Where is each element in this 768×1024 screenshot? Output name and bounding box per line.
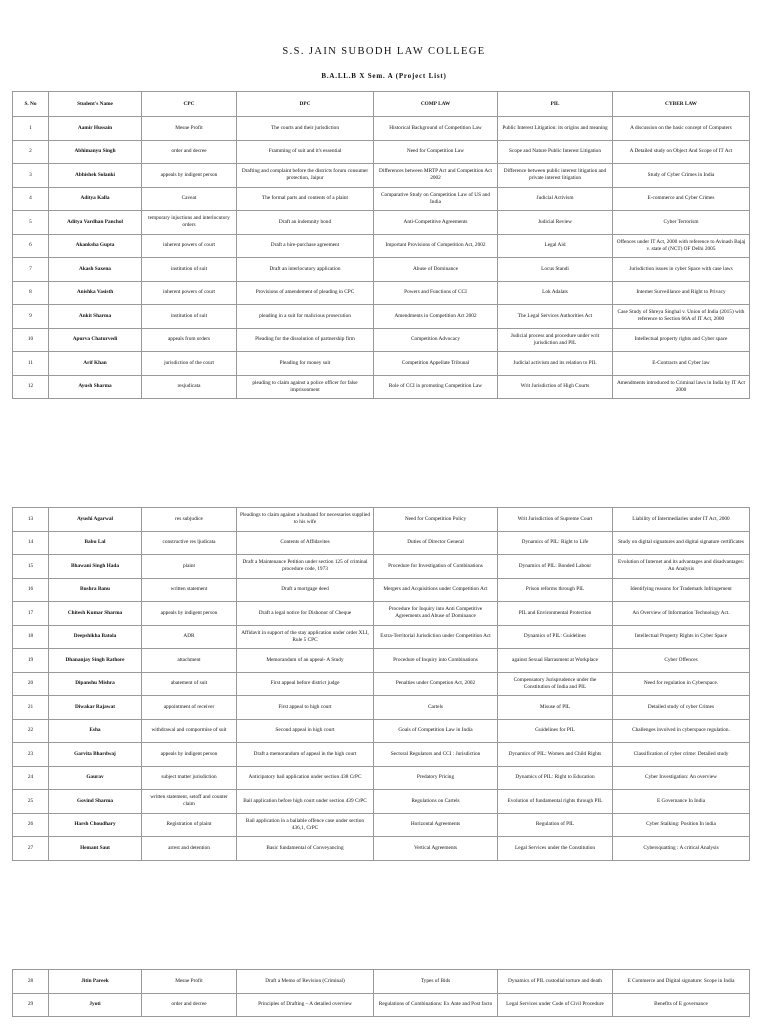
cell-cyber-law: Liability of Intermediaries under IT Act, 2000 (613, 508, 750, 532)
table-row (13, 305, 750, 329)
cell-sno: 10 (13, 328, 49, 352)
table-row (13, 211, 750, 235)
cell-sno: 27 (13, 837, 49, 861)
cell-dpc: Draft a Memo of Revision (Criminal) (237, 970, 374, 994)
table-row (13, 649, 750, 673)
cell-student-name: Ayushi Agarwal (49, 508, 142, 532)
cell-cyber-law: Cyber Terrorism (613, 211, 750, 235)
cell-student-name: Abhishek Solanki (49, 164, 142, 188)
cell-cpc: institution of suit (142, 258, 237, 282)
cell-cpc: appeals by indigent person (142, 164, 237, 188)
cell-dpc: Provisions of amendement of pleading in CPC (237, 281, 374, 305)
cell-pil: Judicial Activism (498, 187, 613, 211)
cell-sno: 9 (13, 305, 49, 329)
cell-dpc: pleading to claim against a police officer for false imprisonment (237, 375, 374, 399)
project-table-page-3 (12, 969, 750, 1017)
cell-sno: 21 (13, 696, 49, 720)
cell-comp-law: Penalties under Competion Act, 2002 (374, 672, 498, 696)
cell-cpc: arrest and detention (142, 837, 237, 861)
cell-student-name: Deepshikha Batola (49, 625, 142, 649)
cell-pil: PIL and Environmental Protection (498, 602, 613, 626)
cell-cyber-law: A discussion on the basic concept of Computers (613, 117, 750, 141)
cell-student-name: Diwakar Rajawat (49, 696, 142, 720)
cell-dpc: Principles of Drafting – A detailed overview (237, 993, 374, 1017)
cell-cyber-law: Intellectual Property Rights in Cyber Space (613, 625, 750, 649)
cell-dpc: The formal parts and contents of a plaint (237, 187, 374, 211)
cell-dpc: Draft an indemnity bond (237, 211, 374, 235)
cell-comp-law: Horizontal Agreements (374, 813, 498, 837)
header-pil: PIL (498, 92, 613, 117)
cell-comp-law: Regulations on Cartels (374, 790, 498, 814)
cell-student-name: Garvita Bhardwaj (49, 743, 142, 767)
table-row (13, 375, 750, 399)
cell-pil: Writ Jurisdiction of Supreme Court (498, 508, 613, 532)
header-cyber-law: CYBER LAW (613, 92, 750, 117)
cell-sno: 12 (13, 375, 49, 399)
cell-sno: 28 (13, 970, 49, 994)
cell-cyber-law: Cyber Stalking: Position In india (613, 813, 750, 837)
table-row (13, 625, 750, 649)
cell-dpc: Pleadings to claim against a husband for necessaries supplied to his wife (237, 508, 374, 532)
cell-pil: Prison reforms through PIL (498, 578, 613, 602)
table-row (13, 352, 750, 376)
cell-pil: Legal Aid (498, 234, 613, 258)
table-row (13, 743, 750, 767)
cell-comp-law: Role of CCI in promoting Competition Law (374, 375, 498, 399)
cell-student-name: Esha (49, 719, 142, 743)
cell-pil: Scope and Nature Public Interest Litigation (498, 140, 613, 164)
cell-cpc: jurisdiction of the court (142, 352, 237, 376)
cell-cyber-law: Study on digital signatures and digital signature certificates (613, 531, 750, 555)
cell-cpc: inherent powers of court (142, 234, 237, 258)
table-row (13, 719, 750, 743)
cell-comp-law: Regulations of Combinations: Ex Ante and Post facto (374, 993, 498, 1017)
cell-student-name: Bhawani Singh Hada (49, 555, 142, 579)
cell-pil: Judicial process and procedure under writ jurisdiction and PIL (498, 328, 613, 352)
cell-student-name: Babu Lal (49, 531, 142, 555)
table-row (13, 970, 750, 994)
cell-comp-law: Mergers and Acquisitions under Competition Act (374, 578, 498, 602)
cell-pil: Public Interest Litigation: its origins and meaning (498, 117, 613, 141)
cell-comp-law: Duties of Director General (374, 531, 498, 555)
cell-cpc: order and decree (142, 140, 237, 164)
cell-comp-law: Sectoral Regulators and CCI : Jurisdiction (374, 743, 498, 767)
cell-cpc: appeals by indigent person (142, 743, 237, 767)
cell-comp-law: Comparative Study on Competition Law of US and India (374, 187, 498, 211)
project-list-subtitle: B.A.LL.B X Sem. A (Project List) (321, 72, 447, 80)
table-row (13, 140, 750, 164)
cell-cyber-law: Identifying reasons for Trademark Infringement (613, 578, 750, 602)
cell-dpc: Pleading for the dissolution of partnership firm (237, 328, 374, 352)
cell-student-name: Apurva Chaturvedi (49, 328, 142, 352)
cell-cpc: written statement (142, 578, 237, 602)
cell-dpc: Draft a Maintenance Petition under section 125 of criminal procedure code, 1973 (237, 555, 374, 579)
cell-cpc: Caveat (142, 187, 237, 211)
cell-comp-law: Predatory Pricing (374, 766, 498, 790)
cell-sno: 8 (13, 281, 49, 305)
cell-cpc: inherent powers of court (142, 281, 237, 305)
cell-student-name: Dipanshu Mishra (49, 672, 142, 696)
cell-comp-law: Important Provisions of Competition Act, 2002 (374, 234, 498, 258)
cell-cyber-law: Evolution of Internet and its advantages and disadvantages: An Analysis (613, 555, 750, 579)
cell-comp-law: Competition Appellate Tribunal (374, 352, 498, 376)
table-row (13, 837, 750, 861)
table-row (13, 993, 750, 1017)
cell-cpc: subject matter jurisdiction (142, 766, 237, 790)
cell-dpc: The courts and their jurisdiction (237, 117, 374, 141)
cell-cyber-law: Challenges involved in cyberspace regulation. (613, 719, 750, 743)
cell-student-name: Jitin Pareek (49, 970, 142, 994)
cell-sno: 25 (13, 790, 49, 814)
cell-pil: Difference between public interest litigation and private interest litigation (498, 164, 613, 188)
header-cpc: CPC (142, 92, 237, 117)
cell-sno: 13 (13, 508, 49, 532)
cell-dpc: First appeal to high court (237, 696, 374, 720)
cell-sno: 26 (13, 813, 49, 837)
cell-pil: Legal Services under the Constitution (498, 837, 613, 861)
cell-sno: 18 (13, 625, 49, 649)
cell-comp-law: Need for Competition Policy (374, 508, 498, 532)
cell-comp-law: Goals of Competition Law in India (374, 719, 498, 743)
cell-cpc: plaint (142, 555, 237, 579)
cell-sno: 16 (13, 578, 49, 602)
cell-student-name: Ayush Sharma (49, 375, 142, 399)
table-row (13, 531, 750, 555)
cell-student-name: Aamir Hussain (49, 117, 142, 141)
cell-sno: 6 (13, 234, 49, 258)
cell-comp-law: Cartels (374, 696, 498, 720)
cell-dpc: Basic fundamental of Conveyancing (237, 837, 374, 861)
cell-sno: 15 (13, 555, 49, 579)
cell-student-name: Chitesh Kumar Sharma (49, 602, 142, 626)
cell-student-name: Akanksha Gupta (49, 234, 142, 258)
cell-cyber-law: E-commerce and Cyber Crimes (613, 187, 750, 211)
cell-cyber-law: Offences under IT Act, 2000 with reference to Avinash Bajaj v. state of (NCT) OF Delhi 2005 (613, 234, 750, 258)
cell-student-name: Bushra Banu (49, 578, 142, 602)
cell-sno: 20 (13, 672, 49, 696)
cell-dpc: Contents of Affidavites (237, 531, 374, 555)
cell-cyber-law: Internet Surveillance and Right to Privacy (613, 281, 750, 305)
cell-dpc: pleading in a suit for malicious prosecution (237, 305, 374, 329)
cell-sno: 2 (13, 140, 49, 164)
cell-comp-law: Procedure for Inquiry into Anti Competitive Agreements and Abuse of Dominance (374, 602, 498, 626)
cell-pil: Judicial activism and its relation to PIL (498, 352, 613, 376)
cell-student-name: Harsh Choudhary (49, 813, 142, 837)
cell-pil: The Legal Services Authorities Act (498, 305, 613, 329)
cell-dpc: Bail application before high court under section 439 CrPC (237, 790, 374, 814)
cell-dpc: Draft an interlocutory application (237, 258, 374, 282)
cell-dpc: Drafting and complaint before the districts forum consumer protection, Jaipur (237, 164, 374, 188)
cell-cpc: Mesne Profit (142, 970, 237, 994)
cell-student-name: Ankit Sharma (49, 305, 142, 329)
header-comp-law: COMP LAW (374, 92, 498, 117)
cell-cpc: resjudicata (142, 375, 237, 399)
cell-comp-law: Procedure of Inquiry into Combinations (374, 649, 498, 673)
cell-sno: 1 (13, 117, 49, 141)
cell-cpc: written statement, setoff and counter claim (142, 790, 237, 814)
cell-cyber-law: Intellectual property rights and Cyber space (613, 328, 750, 352)
cell-cpc: withdrawal and compormise of suit (142, 719, 237, 743)
cell-comp-law: Historical Background of Competition Law (374, 117, 498, 141)
cell-cyber-law: E-Contracts and Cyber law (613, 352, 750, 376)
cell-dpc: Draft a memorandum of appeal in the high court (237, 743, 374, 767)
cell-dpc: Framming of suit and it's essential (237, 140, 374, 164)
table-row (13, 555, 750, 579)
cell-dpc: Second appeal in high court (237, 719, 374, 743)
table-row (13, 234, 750, 258)
header-sno: S. No (13, 92, 49, 117)
cell-dpc: Anticipatory bail application under section 438 CrPC (237, 766, 374, 790)
cell-cyber-law: Classification of cyber crime: Detailed study (613, 743, 750, 767)
cell-cpc: order and decree (142, 993, 237, 1017)
table-row (13, 672, 750, 696)
cell-dpc: Draft a hire-purchase agreement (237, 234, 374, 258)
cell-cyber-law: E Governance In India (613, 790, 750, 814)
cell-comp-law: Need for Competition Law (374, 140, 498, 164)
cell-cyber-law: Study of Cyber Crimes in India (613, 164, 750, 188)
cell-pil: Lok Adalats (498, 281, 613, 305)
cell-cyber-law: Case Study of Shreya Singhal v. Union of India (2015) with reference to Section 66A of IT Act, 2000 (613, 305, 750, 329)
table-row (13, 164, 750, 188)
project-table-page-2 (12, 507, 750, 861)
cell-dpc: Affidavit in support of the stay application under order XLI, Rule 5 CPC (237, 625, 374, 649)
header-student-name: Student's Name (49, 92, 142, 117)
table-row (13, 696, 750, 720)
cell-pil: Dynamics of PIL: Guidelines (498, 625, 613, 649)
cell-pil: Misuse of PIL (498, 696, 613, 720)
cell-sno: 22 (13, 719, 49, 743)
cell-comp-law: Abuse of Dominance (374, 258, 498, 282)
cell-dpc: First appeal before district judge (237, 672, 374, 696)
table-row (13, 578, 750, 602)
cell-comp-law: Differences between MRTP Act and Competition Act 2002 (374, 164, 498, 188)
cell-cpc: temporary injuctions and interlocutory orders (142, 211, 237, 235)
cell-cyber-law: Detailed study of cyber Crimes (613, 696, 750, 720)
cell-comp-law: Types of Bids (374, 970, 498, 994)
project-table-page-1 (12, 91, 750, 399)
cell-sno: 11 (13, 352, 49, 376)
cell-sno: 5 (13, 211, 49, 235)
cell-pil: Dynamics of PIL: Bonded Labour (498, 555, 613, 579)
cell-sno: 3 (13, 164, 49, 188)
cell-cyber-law: Need for regulation in Cyberspace. (613, 672, 750, 696)
cell-pil: Dynamics of PIL: Right to Life (498, 531, 613, 555)
cell-pil: Writ Jurisdiction of High Courts (498, 375, 613, 399)
table-header-row (13, 92, 750, 117)
cell-cpc: appeals from orders (142, 328, 237, 352)
cell-pil: Dynamics of PIL: Right to Education (498, 766, 613, 790)
cell-student-name: Gaurav (49, 766, 142, 790)
table-row (13, 602, 750, 626)
cell-sno: 29 (13, 993, 49, 1017)
cell-student-name: Aditya Kalla (49, 187, 142, 211)
table-row (13, 508, 750, 532)
cell-comp-law: Procedure for Investigation of Combinations (374, 555, 498, 579)
cell-cyber-law: Jurisdiction issues in cyber Space with case laws (613, 258, 750, 282)
cell-cyber-law: Cybersquatting : A critical Analysis (613, 837, 750, 861)
cell-pil: Guidelines for PIL (498, 719, 613, 743)
cell-cpc: Registration of plaint (142, 813, 237, 837)
cell-pil: Legal Services under Code of Civil Procedure (498, 993, 613, 1017)
cell-pil: Regulation of PIL (498, 813, 613, 837)
cell-cyber-law: Amendments introduced to Criminal laws in India by IT Act 2000 (613, 375, 750, 399)
table-row (13, 790, 750, 814)
cell-cpc: attachment (142, 649, 237, 673)
cell-cyber-law: E Commerce and Digital signature: Scope in India (613, 970, 750, 994)
cell-dpc: Memorandum of an appeal- A Study (237, 649, 374, 673)
table-row (13, 187, 750, 211)
table-row (13, 813, 750, 837)
cell-student-name: Anishka Vasisth (49, 281, 142, 305)
cell-cpc: institution of suit (142, 305, 237, 329)
cell-cyber-law: Cyber Investigation: An overview (613, 766, 750, 790)
cell-sno: 7 (13, 258, 49, 282)
cell-comp-law: Powers and Functions of CCI (374, 281, 498, 305)
cell-pil: against Sexual Harrasment at Workplace (498, 649, 613, 673)
cell-comp-law: Amendments in Competition Act 2002 (374, 305, 498, 329)
cell-comp-law: Extra-Territorial Jurisdiction under Competition Act (374, 625, 498, 649)
cell-student-name: Dhananjay Singh Rathore (49, 649, 142, 673)
cell-cpc: abatement of suit (142, 672, 237, 696)
cell-sno: 24 (13, 766, 49, 790)
table-row (13, 117, 750, 141)
cell-comp-law: Anti-Competitive Agreements (374, 211, 498, 235)
cell-cyber-law: Cyber Offences (613, 649, 750, 673)
cell-comp-law: Competition Advocacy (374, 328, 498, 352)
cell-pil: Dynamics of PIL custodial torture and death (498, 970, 613, 994)
cell-cpc: ADR (142, 625, 237, 649)
cell-cyber-law: An Overview of Information Technology Act. (613, 602, 750, 626)
cell-pil: Evolution of fundamental rights through PIL (498, 790, 613, 814)
table-row (13, 328, 750, 352)
cell-cpc: appeals by indigent person (142, 602, 237, 626)
table-row (13, 766, 750, 790)
cell-cyber-law: Benefits of E governance (613, 993, 750, 1017)
cell-cpc: Mesne Profit (142, 117, 237, 141)
cell-pil: Compensatory Jurisprudence under the Constitution of India and PIL (498, 672, 613, 696)
cell-pil: Locus Standi (498, 258, 613, 282)
cell-student-name: Aditya Vardhan Panchol (49, 211, 142, 235)
table-row (13, 258, 750, 282)
cell-sno: 14 (13, 531, 49, 555)
college-title: S.S. JAIN SUBODH LAW COLLEGE (282, 46, 486, 57)
cell-sno: 17 (13, 602, 49, 626)
cell-student-name: Hemant Saut (49, 837, 142, 861)
cell-student-name: Arif Khan (49, 352, 142, 376)
cell-sno: 4 (13, 187, 49, 211)
header-dpc: DPC (237, 92, 374, 117)
cell-dpc: Draft a mortgage deed (237, 578, 374, 602)
cell-sno: 23 (13, 743, 49, 767)
cell-cpc: res subjudice (142, 508, 237, 532)
cell-student-name: Jyoti (49, 993, 142, 1017)
cell-dpc: Draft a legal notice for Dishonor of Cheque (237, 602, 374, 626)
table-row (13, 281, 750, 305)
cell-pil: Dynamics of PIL: Women and Child Rights (498, 743, 613, 767)
cell-cpc: appointment of receiver (142, 696, 237, 720)
cell-cpc: constructive res ljudicata (142, 531, 237, 555)
cell-pil: Judicial Review (498, 211, 613, 235)
cell-dpc: Bail application in a bailable offence case under section 436,1, CrPC (237, 813, 374, 837)
cell-cyber-law: A Detailed study on Object And Scope of IT Act (613, 140, 750, 164)
cell-student-name: Abhimanyu Singh (49, 140, 142, 164)
cell-student-name: Akash Saxena (49, 258, 142, 282)
cell-dpc: Pleading for money suit (237, 352, 374, 376)
cell-sno: 19 (13, 649, 49, 673)
cell-comp-law: Vertical Agreements (374, 837, 498, 861)
cell-student-name: Govind Sharma (49, 790, 142, 814)
